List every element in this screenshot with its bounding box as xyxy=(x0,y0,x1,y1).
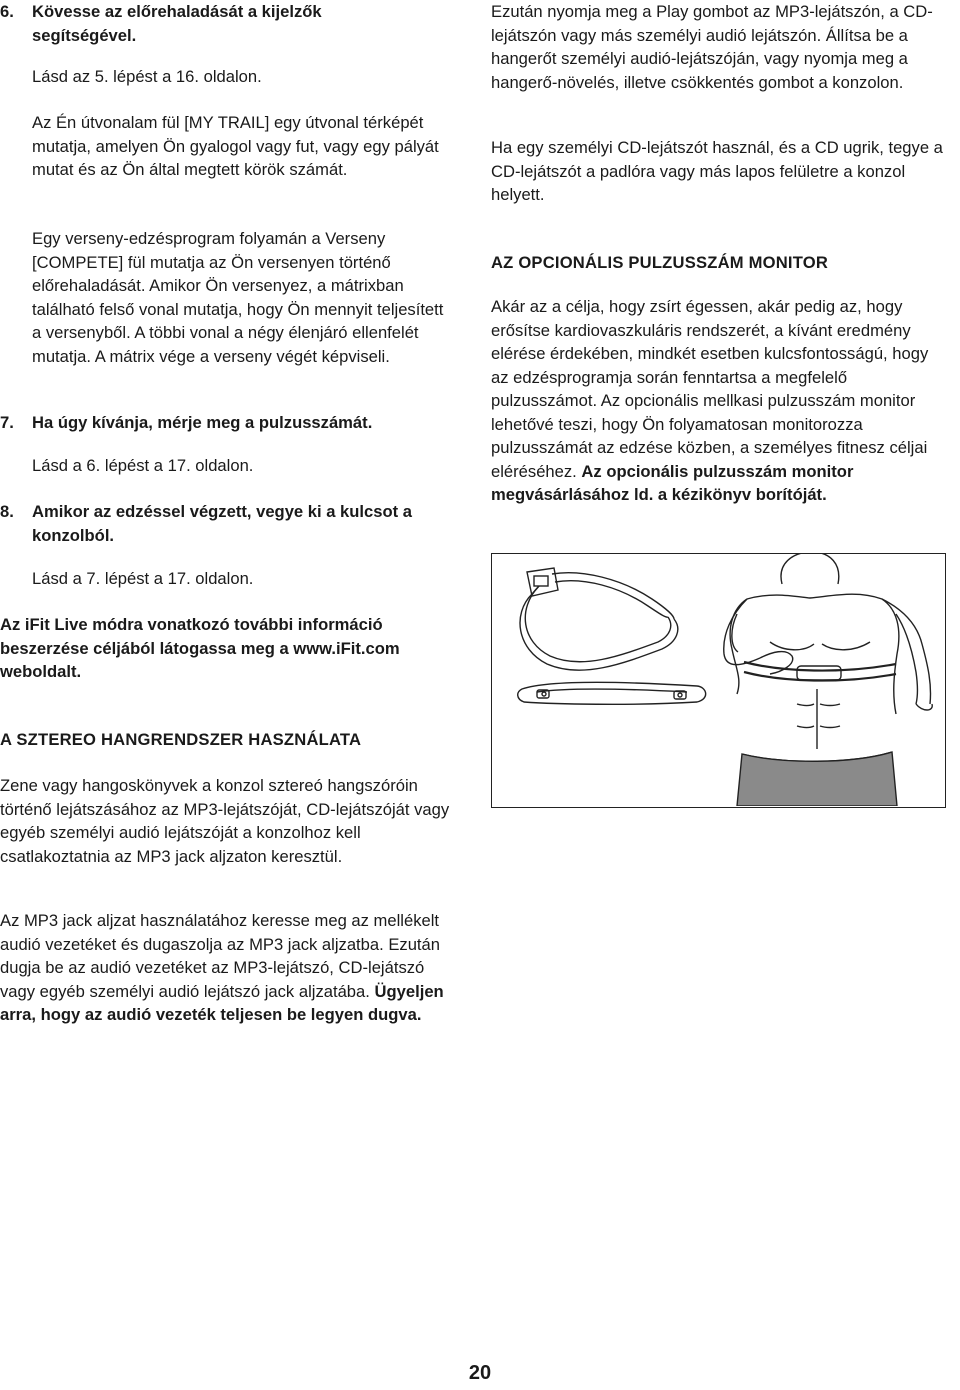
step-title: Kövesse az előrehaladását a kijelzők segítségével. xyxy=(32,2,322,45)
step-6-paragraph-1: Az Én útvonalam fül [MY TRAIL] egy útvonal térképét mutatja, amelyen Ön gyalogol vagy fut, vagy egy pályát mutat és az Ön által megtett körök számát. xyxy=(32,113,439,179)
stereo-paragraph-2-bold: Ügyeljen arra, hogy az audió vezeték teljesen be legyen dugva. xyxy=(0,981,444,1024)
step-6-paragraph-2: Egy verseny-edzésprogram folyamán a Verseny [COMPETE] fül mutatja az Ön versenyen történő előrehaladását. Amikor Ön versenyez, a mátrixban található felső vonal mutatja, hogy Ön mennyit teljesített a versenyből. A többi vonal a négy élenjáró ellenfelét mutatja. A mátrix vége a verseny végét képviseli. xyxy=(32,229,444,366)
step-number: 8. xyxy=(0,502,14,521)
step-number: 7. xyxy=(0,413,14,432)
step-8 xyxy=(0,500,470,547)
chest-strap-illustration xyxy=(491,553,946,808)
stereo-paragraph-2-text: Az MP3 jack aljzat használatához keresse meg az mellékelt audió vezetéket és dugaszolja az MP3 jack aljzatba. Ezután dugja be az audió vezetéket az MP3-lejátszó, CD-lejátszó vagy egyéb személyi audió lejátszó jack aljzatába. xyxy=(0,911,440,1001)
right-paragraph-1: Ezután nyomja meg a Play gombot az MP3-lejátszón, a CD-lejátszón vagy más személyi audió lejátszón. Állítsa be a hangerőt személyi audió-lejátszóján, vagy nyomja meg a hangerő-növelés, illetve csökkentés gombot a konzolon. xyxy=(491,2,933,92)
step-6-reference: Lásd az 5. lépést a 16. oldalon. xyxy=(32,67,262,86)
stereo-paragraph-2 xyxy=(0,909,452,1027)
right-paragraph-2: Ha egy személyi CD-lejátszót használ, és a CD ugrik, tegye a CD-lejátszót a padlóra vagy más lapos felületre a konzol helyett. xyxy=(491,138,943,204)
heart-rate-paragraph-bold: Az opcionális pulzusszám monitor megvásárlásához ld. a kézikönyv borítóját. xyxy=(491,461,854,504)
chest-strap-drawing xyxy=(492,554,944,806)
stereo-heading: A SZTEREO HANGRENDSZER HASZNÁLATA xyxy=(0,730,362,749)
step-title: Ha úgy kívánja, mérje meg a pulzusszámát. xyxy=(32,413,373,432)
ifit-note: Az iFit Live módra vonatkozó további információ beszerzése céljából látogassa meg a www.iFit.com weboldalt. xyxy=(0,615,400,681)
page-number: 20 xyxy=(468,1362,492,1384)
heart-rate-heading: AZ OPCIONÁLIS PULZUSSZÁM MONITOR xyxy=(491,253,829,272)
stereo-paragraph-1: Zene vagy hangoskönyvek a konzol sztereó hangszóróin történő lejátszásához az MP3-lejátszóját, CD-lejátszóját vagy egyéb személyi audió lejátszóját a konzolhoz kell csatlakoztatnia az MP3 jack aljzaton keresztül. xyxy=(0,776,450,866)
heart-rate-paragraph xyxy=(491,295,949,507)
step-number: 6. xyxy=(0,2,14,21)
step-7-reference: Lásd a 6. lépést a 17. oldalon. xyxy=(32,456,254,475)
step-6 xyxy=(0,0,470,47)
step-7 xyxy=(0,411,470,435)
step-title: Amikor az edzéssel végzett, vegye ki a kulcsot a konzolból. xyxy=(32,502,412,545)
step-8-reference: Lásd a 7. lépést a 17. oldalon. xyxy=(32,569,254,588)
heart-rate-paragraph-text: Akár az a célja, hogy zsírt égessen, akár pedig az, hogy erősítse kardiovaszkuláris rendszerét, a kívánt eredmény elérése érdekében, mindkét esetben kulcsfontosságú, hogy az edzésprogramja során fenntartsa a megfelelő pulzusszámot. Az opcionális mellkasi pulzusszám monitor lehetővé teszi, hogy Ön folyamatosan monitorozza pulzusszámát az edzése közben, a személyes fitnesz céljai eléréséhez. xyxy=(491,297,929,481)
